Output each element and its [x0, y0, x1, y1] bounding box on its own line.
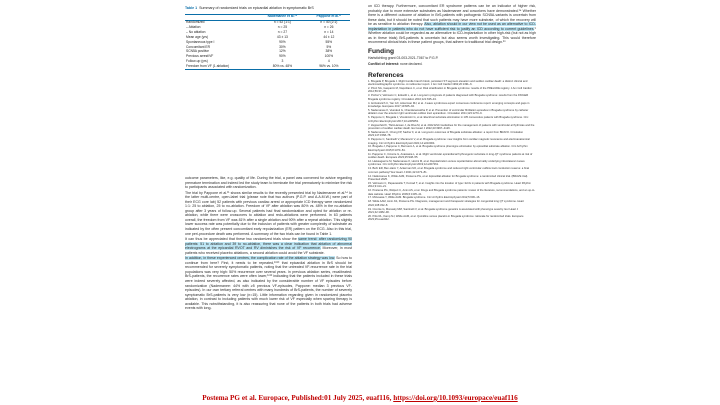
- highlighted-text: In addition, in these experienced centres, the complication rate of the ablation strategy was low.: [185, 256, 336, 261]
- reference-item: 19. Ciconte G, Monasky MM, Santinelli V, et al. Brugada syndrome genetics is associated with phenotype severity. Eur Heart J 2021;42:1082–90.: [368, 207, 519, 215]
- table-cell: 55%: [325, 39, 333, 44]
- body-paragraph: outcome parameters, like, e.g. quality of life. During the trial, a panel was convened for advice regarding premature termination and indeed led the study team to terminate the trial prematurely to minimize the risk to participants associated with randomization.: [185, 176, 352, 190]
- table-cell: Mean age (yrs): [186, 34, 209, 39]
- table-header-cell: Nademanee et al.¹⁴: [267, 14, 298, 19]
- table-cell: 5%: [326, 44, 332, 49]
- table-cell: Follow-up (yrs): [186, 59, 208, 64]
- reference-item: 15. Veltmann C, Papavassiliu T, Konrad T, et al. Insights into the location of type I ECG in patients with Brugada syndrome. Heart Rhythm 2012;9:414–21.: [368, 181, 532, 189]
- table-cell: 90%: [279, 54, 286, 59]
- summary-table-block: [185, 6, 350, 70]
- doi-link[interactable]: https://doi.org/10.1093/europace/euaf116: [393, 394, 518, 402]
- table-cell: 30%: [279, 44, 286, 49]
- reference-item: 6. Pappone C, Brugada J, Vicedomini G, et al. Electrical substrate elimination in 135 consecutive patients with Brugada syndrome. Circ Arrhythm Electrophysiol 2017;10:e005053.: [368, 116, 529, 123]
- table-cell: 90%: [279, 39, 286, 44]
- table-cell: 38%: [325, 49, 333, 54]
- table-label: Table 1: [185, 6, 198, 10]
- reference-item: 3. Probst V, Veltmann C, Eckardt L, et al. Long-term prognosis of patients diagnosed with Brugada syndrome: results from the FINGER Brugada syndrome registry. Circulation 2010;121:635–43.: [368, 94, 529, 101]
- table-caption: [185, 6, 350, 11]
- reference-item: 1. Brugada P, Brugada J. Right bundle branch block, persistent ST segment elevation and sudden cardiac death: a distinct clinical and electrocardiographic syndrome. A multicenter report. J Am Coll Cardiol 1992;20:1391–6.: [368, 79, 528, 87]
- reference-item: 17. Mizusawa Y, Wilde AAM. Brugada syndrome. Circ Arrhythm Electrophysiol 2012;5:606–16.: [368, 196, 481, 200]
- conflict-line: [368, 62, 536, 66]
- funding-heading: Funding: [368, 47, 394, 55]
- right-top-text: [368, 4, 536, 45]
- left-column-text: [185, 176, 352, 312]
- reference-item: 11. Pappone C, Ciconte G, Anastasia L, et al. Right ventricular epicardial arrhythmogenic substrate in long-QT syndrome patients at risk of sudden death. Europace 2023;25:948–55.: [368, 152, 533, 160]
- table-cell: 80% vs. 48%: [272, 64, 293, 69]
- table-cell: Spontaneous type I: [186, 39, 215, 44]
- table-cell: Freedom from VF (1 ablation): [186, 64, 230, 69]
- body-paragraph: In addition, in these experienced centres, the complication rate of the ablation strategy was low. So how to continue from here? First, it needs to be repeated,¹⁸¹⁹ that epicardial ablation in BrS should be recommended for severely symptomatic patients, noting that the untreated VF-recurrence rate in the trial populations was very high: 50% recurrence over several years. In previous ablation series, recalibrated: BrS-patients, the recurrence rates were often lower,¹⁰¹² indicating that the patients included in these trials were indeed severely affected, as also indicated by the considerable number of VF episodes before randomization (Nademanee: 44% with ≥5 previous VF-episodes, Pappone: median 3 previous VF-episodes). In our own tertiary referral centres with many hundreds of BrS-patients, the number of severely symptomatic BrS-patients is very low (n=15). Little information regarding given in randomized placebo ablation, in contrast to including patients with much lower risk of VF especially when sparing therapy is available. This notwithstanding, it is also reassuring that none of the patients in both trials had adverse events with long-: [185, 256, 352, 311]
- table-body: [185, 20, 350, 70]
- table-cell: – Ablation: [186, 25, 201, 30]
- table-header-cell: Pappone et al.¹¹: [316, 14, 342, 19]
- table-cell: n = 14: [324, 29, 334, 34]
- table-cell: SCN5A positive: [186, 49, 209, 54]
- conflict-text: none declared.: [400, 62, 423, 67]
- summary-table: [185, 14, 350, 71]
- table-cell: 43 ± 13: [276, 34, 288, 39]
- reference-item: 2. Priori SG, Gasparini M, Napolitano C, et al. Risk stratification in Brugada syndrome: results of the PRELUDE registry. J Am Coll Cardiol 2012;59:37–45.: [368, 87, 532, 94]
- reference-item: 4. Antzelevitch C, Yan GX, Ackerman MJ, et al. J-wave syndromes expert consensus conference report: emerging concepts and gaps in knowledge. Europace 2017;19:665–94.: [368, 101, 530, 109]
- body-paragraph: It can thus be appreciated that these two randomized trials show the same trend: after randomizing 90 patients: 51 to ablation and 39 to no-ablation, there was a clear indication that ablation of abnormal electrograms at the epicardial RVOT and RV diminishes the risk of VF recurrence. Moreover, in most patients who received placebo ablations, a second ablation could avoid the VF substrate.: [185, 237, 352, 255]
- reference-item: 5. Nademanee K, Veerakul G, Chandanamattha P, et al. Prevention of ventricular fibrillation episodes in Brugada syndrome by catheter ablation over the anterior right ventricular outflow tract epicardium. Circulation 2011;123:1270–9.: [368, 108, 529, 116]
- reference-item: 13. Behr ER, Ben-Haim Y, Ackerman MJ, et al. Brugada syndrome and reduced right ventricular outflow tract conduction reserve: a final common pathway? Eur Heart J 2021;42:1073–81.: [368, 167, 529, 174]
- conflict-label: Conflict of interest:: [368, 62, 400, 67]
- reference-item: 20. Pitts RL, Kamp NJ, Wilde AAM, et al. Quinidine versus placebo in Brugada syndrome: rationale for randomized trials. Europace 2023;25:euad112.: [368, 214, 524, 222]
- reference-list: [368, 80, 536, 222]
- highlighted-text: same trend: after randomizing 90 patients: 51 to ablation and 39 to no-ablation, there was a clear indication that ablation of abnormal electrograms at the epicardial RVOT and RV diminishes the risk of VF recurrence.: [185, 237, 352, 251]
- reference-item: 7. Zeppenfeld K, Tfelt-Hansen J, de Riva M, et al. 2022 ESC Guidelines for the management of patients with ventricular arrhythmias and the prevention of sudden cardiac death. Eur Heart J 2022;43:3997–4126.: [368, 123, 535, 130]
- table-cell: – No ablation: [186, 29, 206, 34]
- reference-item: 12. Haissaguerre M, Nademanee K, Hocini M, et al. Depolarization versus repolarization abnormality underlying inferolateral J-wave syndromes. Circ Arrhythm Electrophysiol 2019;12:e007261.: [368, 160, 525, 167]
- reference-item: 8. Nademanee K, Chung FP, Sacher F, et al. Long-term outcomes of Brugada substrate ablation: a report from BRAVO. Circulation 2023;147:1568–78.: [368, 130, 524, 138]
- table-cell: 44 ± 12: [323, 34, 335, 39]
- table-cell: Randomized: [186, 20, 205, 25]
- reference-item: 16. Postema PG, Wolpert C, Amin AS, et al. Drugs and Brugada syndrome patients: review of the literature, recommendations, and an up-to-date website. Heart Rhythm 2009;6:1335–41.: [368, 189, 536, 196]
- reference-item: 9. Pappone C, Santinelli V, Mecarocci V, et al. Brugada syndrome: new insights from cardiac magnetic resonance and electroanatomical imaging. Circ Arrhythm Electrophysiol 2021;14:e010004.: [368, 138, 530, 145]
- citation-prefix: Postema PG et al. Europace, Published:01 July 2025, euaf116,: [202, 394, 394, 402]
- funding-text: Hartstichting grant 03-003-2021-T067 to P.G.P.: [368, 55, 439, 60]
- citation-line: [0, 394, 720, 402]
- reference-item: 14. Nademanee K, Wilde AAM, Postema PG, et al. Epicardial ablation for Brugada syndrome: a randomized clinical trial. (BRAVE trial). Presented 2025.: [368, 174, 529, 182]
- table-cell: 4: [327, 59, 330, 64]
- table-cell: 100%: [324, 54, 334, 59]
- body-paragraph: on ICD therapy. Furthermore, concomitant ER syndrome patterns can be an indicator of higher risk, probably due to more extensive substrates as Nademanee and coworkers have demonstrated.¹⁴ Whether there is a different outcome of ablation in BrS-patients with pathogenic SCN5A-variants is uncertain from these data, but it should be noted that such patients may have more substrate, of which the recovery will be as sensitive to ablation therapy. Also, ablation should in our view not be used as an alternative to ICD-implantation in patients who do not have sufficient risk to justify an ICD according to current guidelines.⁹ Whether ablation could be regarded as an alternative to ICD-implantation in other high-risk (but not as high as in these trials) BrS-patients is uncertain but also seems worth investigating. This would therefore recommend clinical trials in these patient groups, that adhere to traditional trial design.²⁰: [368, 4, 536, 45]
- table-row: [185, 65, 350, 70]
- table-cell: 3: [281, 59, 284, 64]
- right-column: [368, 4, 536, 222]
- table-cell: n = 25: [277, 25, 288, 30]
- table-cell: Concomitant ER: [186, 44, 211, 49]
- table-cell: n = 52 (1:1): [273, 20, 291, 25]
- table-cell: 96% vs. 10%: [319, 64, 339, 69]
- table-cell: Previous arrest/VF: [186, 54, 214, 59]
- table-cell: n = 40 (2:1): [320, 20, 338, 25]
- reference-item: 10. Brugada J, Pappone C, Berruezo A, et al. Brugada syndrome phenotype elimination by epicardial substrate ablation. Circ Arrhythm Electrophysiol 2015;8:1373–81.: [368, 145, 528, 152]
- references-heading: References: [368, 71, 404, 79]
- body-paragraph: The trial by Pappone et al.¹¹ shows similar results to the recently presented trial by Nademanee et al.¹⁴ In the latter multi-centre, open-label trial (please note that two authors (P.G.P. and A.A.M.W.) were part of their ECG core lab) 52 patients with previous cardiac arrest or appropriate ICD therapy were randomized 1:1: 25 to ablation, 25 to no-ablation. Freedom of VF after ablation was 80% vs. 48% in the no-ablation group after 3 years of follow-up. Several patients had final randomization and opted for ablation or re-ablation, while there were crossovers to ablation and redo-ablations were performed. In 63 patients overall, the freedom from VF was 81% after a single ablation and 90% after a repeat ablation. This slightly lower success rate was potentially due to the inclusion of patients with greater complexity of substrate as indicated by the often present concomitant early repolarization (ER) pattern on the ECG. Also in this trial, one peri-procedure death was performed. A summary of the two trials can be found in Table 1.: [185, 190, 352, 236]
- reference-item: 18. Wilde AAM, Amin AS, Postema PG. Diagnosis, management and therapeutic strategies for congenital long QT syndrome. Heart 2022;108:332–8.: [368, 200, 524, 207]
- table-cell: n = 26: [324, 25, 334, 30]
- highlighted-text: Also, ablation should in our view not be used as an alternative to ICD-implantation in patients who do not have sufficient risk to justify an ICD according to current guidelines.: [368, 22, 536, 31]
- table-cell: n = 27: [277, 29, 288, 34]
- table-caption-text: Summary of randomized trials on epicardial ablation in symptomatic BrS: [199, 6, 314, 10]
- table-cell: 12%: [279, 49, 286, 54]
